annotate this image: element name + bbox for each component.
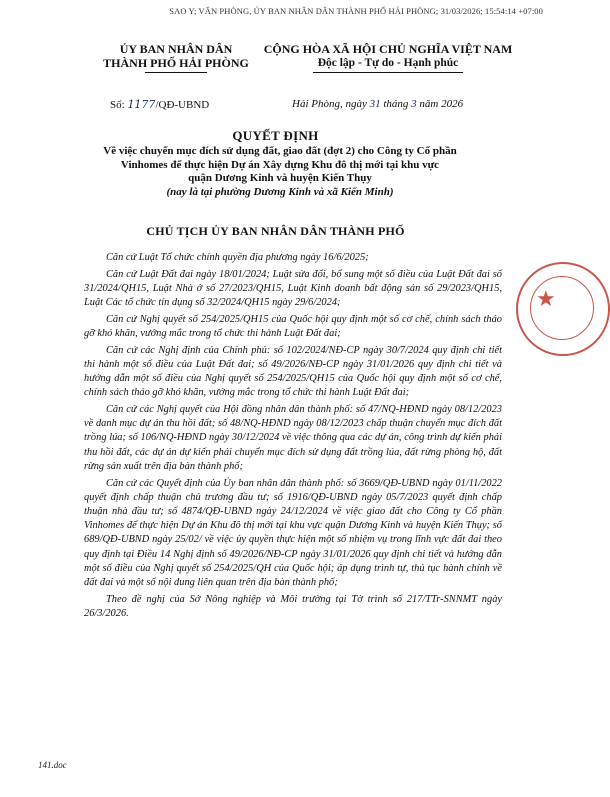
document-title: QUYẾT ĐỊNH <box>232 128 319 143</box>
paragraph: Căn cứ các Nghị định của Chính phủ: số 102/2024/NĐ-CP ngày 30/7/2024 quy định chi tiết thi hành một số điều của Luật Đất đai; số 49/2026/NĐ-CP ngày 31/01/2026 quy định chi tiết và hướng dẫn một số điều của Nghị quyết số 254/2025/QH15 của Quốc hội quy định một số cơ chế, chính sách tháo gỡ khó khăn, vướng mắc trong tổ chức thi hành Luật Đất đai; <box>84 344 502 399</box>
authority-line-2: THÀNH PHỐ HẢI PHÒNG <box>103 56 249 70</box>
date-line: Hải Phòng, ngày 31 tháng 3 năm 2026 <box>292 98 464 110</box>
authority-underline <box>145 72 207 73</box>
paragraph: Căn cứ các Nghị quyết của Hội đồng nhân dân thành phố: số 47/NQ-HĐND ngày 08/12/2023 về danh mục dự án thu hồi đất; số 48/NQ-HĐND ngày 08/12/2023 chấp thuận chuyển mục đích đất trồng lúa; số 106/NQ-HĐND ngày 30/12/2024 về việc thông qua các dự án, công trình dự kiến phải thu hồi đất, các dự án dự kiến phải chuyển mục đích sử dụng đất trồng lúa, đất rừng phòng hộ, đất rừng sản xuất trên địa bàn thành phố; <box>84 404 502 472</box>
handwritten-number: 1177 <box>127 98 156 111</box>
handwritten-month: 3 <box>411 98 417 110</box>
digital-signature-stamp: SAO Y; VĂN PHÒNG, ỦY BAN NHÂN DÂN THÀNH PHỐ HẢI PHÒNG; 31/03/2026; 15:54:14 +07:00 <box>169 6 543 16</box>
paragraph: Căn cứ Luật Tổ chức chính quyền địa phương ngày 16/6/2025; <box>106 252 369 263</box>
authority-line-1: ỦY BAN NHÂN DÂN <box>119 42 233 56</box>
paragraph: Căn cứ các Quyết định của Ủy ban nhân dân thành phố: số 3669/QĐ-UBND ngày 01/11/2022 quyết định chấp thuận chủ trương đầu tư; số 1916/QĐ-UBND ngày 05/7/2023 quyết định chấp thuận nhà đầu tư; số 4874/QĐ-UBND ngày 24/12/2024 về việc giao đất cho Công ty Cổ phần Vinhomes để thực hiện Dự án Khu đô thị mới tại khu vực quận Dương Kinh và huyện Kiến Thụy; số 689/QĐ-UBND ngày 25/02/ về việc ủy quyền thực hiện một số nhiệm vụ trong lĩnh vực đất đai theo quy định tại Điều 14 Nghị định số 49/2026/NĐ-CP ngày 31/01/2026 quy định chi tiết và hướng dẫn một số điều của Nghị quyết số 254/2025/QH của Quốc hội; áp dụng trình tự, thủ tục hành chính về đất đai và một số nội dung liên quan trên địa bàn thành phố; <box>84 477 502 588</box>
legal-basis-body <box>84 251 502 624</box>
national-motto: Độc lập - Tự do - Hạnh phúc <box>317 57 459 69</box>
nation-name: CỘNG HÒA XÃ HỘI CHỦ NGHĨA VIỆT NAM <box>263 42 513 56</box>
file-name-footer: 141.doc <box>38 760 67 770</box>
motto-underline <box>313 72 463 73</box>
official-seal-icon <box>516 262 610 356</box>
document-header <box>0 42 551 122</box>
paragraph: Theo đề nghị của Sở Nông nghiệp và Môi trường tại Tờ trình số 217/TTr-SNNMT ngày 26/3/2026. <box>84 593 502 619</box>
chairman-heading: CHỦ TỊCH ỦY BAN NHÂN DÂN THÀNH PHỐ <box>146 224 405 238</box>
issuing-authority <box>86 42 266 73</box>
national-title <box>258 42 518 73</box>
document-subject: Về việc chuyển mục đích sử dụng đất, giao đất (đợt 2) cho Công ty Cổ phần Vinhomes để thực hiện Dự án Xây dựng Khu đô thị mới tại khu vực quận Dương Kinh và huyện Kiến Thụy (nay là tại phường Dương Kinh và xã Kiến Minh) <box>103 145 457 198</box>
seal-star-icon: ★ <box>536 286 556 311</box>
document-number: Số: 1177/QĐ-UBND <box>110 98 210 111</box>
handwritten-day: 31 <box>369 98 381 110</box>
paragraph: Căn cứ Luật Đất đai ngày 18/01/2024; Luật sửa đổi, bổ sung một số điều của Luật Đất đai số 31/2024/QH15, Luật Nhà ở số 27/2023/QH15, Luật Kinh doanh bất động sản số 29/2023/QH15, Luật Các tổ chức tín dụng số 32/2024/QH15 ngày 29/6/2024; <box>84 268 502 309</box>
paragraph: Căn cứ Nghị quyết số 254/2025/QH15 của Quốc hội quy định một số cơ chế, chính sách tháo gỡ khó khăn, vướng mắc trong tổ chức thi hành Luật Đất đai; <box>84 313 502 340</box>
